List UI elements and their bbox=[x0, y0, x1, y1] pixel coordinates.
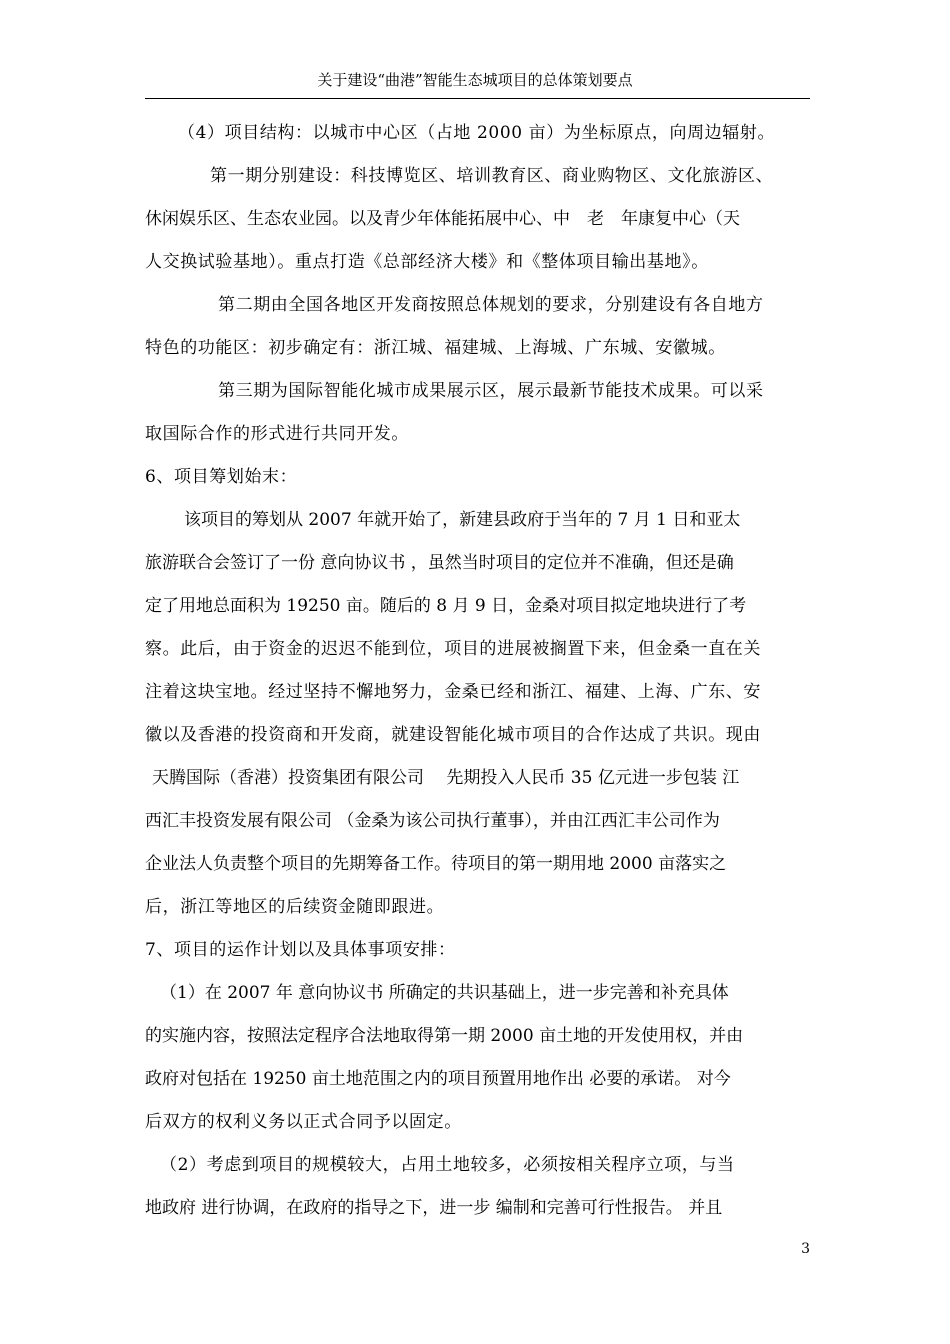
body-line-22: 的实施内容，按照法定程序合法地取得第一期 2000 亩土地的开发使用权，并由 bbox=[145, 1026, 744, 1046]
body-line-19: 后，浙江等地区的后续资金随即跟进。 bbox=[145, 897, 445, 917]
body-line-25: （2）考虑到项目的规模较大，占用土地较多，必须按相关程序立项，与当 bbox=[160, 1155, 735, 1175]
body-line-17: 西汇丰投资发展有限公司 （金桑为该公司执行董事），并由江西汇丰公司作为 bbox=[145, 811, 720, 831]
body-line-8: 取国际合作的形式进行共同开发。 bbox=[145, 424, 409, 444]
body-line-7: 第三期为国际智能化城市成果展示区，展示最新节能技术成果。可以采 bbox=[218, 381, 764, 401]
body-line-23: 政府对包括在 19250 亩土地范围之内的项目预置用地作出 必要的承诺。 对今 bbox=[145, 1069, 731, 1089]
body-line-18: 企业法人负责整个项目的先期筹备工作。待项目的第一期用地 2000 亩落实之 bbox=[145, 854, 727, 874]
page-number: 3 bbox=[801, 1241, 810, 1257]
body-line-15: 徽以及香港的投资商和开发商，就建设智能化城市项目的合作达成了共识。现由 bbox=[145, 725, 761, 745]
body-line-14: 注着这块宝地。经过坚持不懈地努力，金桑已经和浙江、福建、上海、广东、安 bbox=[145, 682, 761, 702]
body-line-24: 后双方的权利义务以正式合同予以固定。 bbox=[145, 1112, 462, 1132]
body-line-16: 天腾国际（香港）投资集团有限公司 先期投入人民币 35 亿元进一步包装 江 bbox=[152, 768, 740, 788]
body-line-13: 察。此后，由于资金的迟迟不能到位，项目的进展被搁置下来，但金桑一直在关 bbox=[145, 639, 761, 659]
section-heading-6: 6、项目筹划始末： bbox=[145, 467, 298, 487]
body-line-11: 旅游联合会签订了一份 意向协议书 ，虽然当时项目的定位并不准确，但还是确 bbox=[145, 553, 734, 573]
body-line-2: 第一期分别建设：科技博览区、培训教育区、商业购物区、文化旅游区、 bbox=[210, 166, 774, 186]
body-line-10: 该项目的筹划从 2007 年就开始了，新建县政府于当年的 7 月 1 日和亚太 bbox=[184, 510, 741, 530]
body-line-3: 休闲娱乐区、生态农业园。以及青少年体能拓展中心、中 老 年康复中心（天 bbox=[145, 209, 740, 229]
body-line-5: 第二期由全国各地区开发商按照总体规划的要求，分别建设有各自地方 bbox=[218, 295, 764, 315]
body-line-1: （4）项目结构：以城市中心区（占地 2000 亩）为坐标原点，向周边辐射。 bbox=[178, 123, 776, 143]
body-line-6: 特色的功能区：初步确定有：浙江城、福建城、上海城、广东城、安徽城。 bbox=[145, 338, 726, 358]
body-line-4: 人交换试验基地）。重点打造《总部经济大楼》和《整体项目输出基地》。 bbox=[145, 252, 709, 272]
header-rule bbox=[145, 98, 810, 99]
body-line-26: 地政府 进行协调，在政府的指导之下，进一步 编制和完善可行性报告。 并且 bbox=[145, 1198, 723, 1218]
body-line-21: （1）在 2007 年 意向协议书 所确定的共识基础上，进一步完善和补充具体 bbox=[160, 983, 729, 1003]
section-heading-7: 7、项目的运作计划以及具体事项安排： bbox=[145, 940, 456, 960]
running-header-title: 关于建设“曲港”智能生态城项目的总体策划要点 bbox=[317, 71, 633, 89]
body-line-12: 定了用地总面积为 19250 亩。随后的 8 月 9 日，金桑对项目拟定地块进行了考 bbox=[145, 596, 747, 616]
